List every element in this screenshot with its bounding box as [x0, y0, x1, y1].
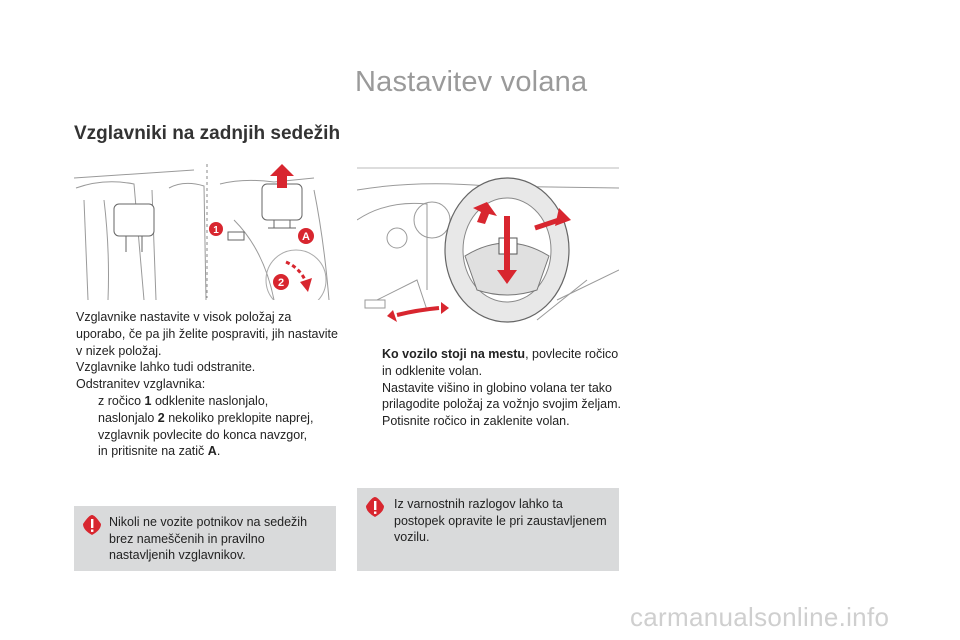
bullet-icon [76, 427, 98, 444]
warning-icon [82, 514, 102, 536]
bullet-icon [360, 413, 382, 430]
bullet-icon [360, 346, 382, 363]
bullet-icon [360, 380, 382, 397]
warning-box [74, 506, 336, 571]
headrest-illustration [74, 160, 336, 300]
paragraph: Odstranitev vzglavnika: [76, 377, 206, 392]
list-item-continuation: in odklenite volan. [382, 363, 483, 378]
list-item: vzglavnik povlecite do konca navzgor, [76, 427, 338, 444]
warning-line: brez nameščenih in pravilno [109, 531, 265, 546]
warning-line: vozilu. [394, 530, 430, 544]
list-item: Nastavite višino in globino volana ter tako [360, 380, 620, 397]
label-a: A [302, 231, 310, 243]
warning-box [357, 488, 619, 571]
warning-line: nastavljenih vzglavnikov. [109, 548, 246, 562]
list-item: Potisnite ročico in zaklenite volan. [360, 413, 620, 430]
list-item-continuation: prilagodite položaj za vožnjo svojim željam. [382, 397, 622, 412]
bullet-icon [76, 410, 98, 427]
label-2: 2 [277, 277, 285, 289]
steering-instructions [360, 346, 620, 430]
watermark: carmanualsonline.info [630, 602, 890, 632]
list-item: naslonjalo 2 nekoliko preklopite naprej, [76, 410, 338, 427]
paragraph: uporabo, če pa jih želite pospraviti, jih nastavite [76, 326, 338, 341]
warning-icon [365, 496, 385, 518]
label-1: 1 [213, 225, 219, 236]
list-item: in pritisnite na zatič A. [76, 443, 338, 460]
bullet-icon [76, 443, 98, 460]
list-item: z ročico 1 odklenite naslonjalo, [76, 393, 338, 410]
list-item: Ko vozilo stoji na mestu, povlecite ročico [360, 346, 620, 363]
paragraph: v nizek položaj. [76, 343, 162, 358]
warning-line: Nikoli ne vozite potnikov na sedežih [109, 515, 308, 529]
section-heading: Vzglavniki na zadnjih sedežih [74, 123, 341, 144]
bullet-icon [76, 393, 98, 410]
page-title: Nastavitev volana [355, 66, 588, 98]
steering-wheel-illustration [357, 160, 619, 335]
headrest-instructions [76, 309, 338, 460]
paragraph: Vzglavnike nastavite v visok položaj za [76, 310, 292, 324]
warning-line: postopek opravite le pri zaustavljenem [394, 513, 607, 528]
paragraph: Vzglavnike lahko tudi odstranite. [76, 360, 256, 375]
warning-line: Iz varnostnih razlogov lahko ta [394, 497, 563, 511]
